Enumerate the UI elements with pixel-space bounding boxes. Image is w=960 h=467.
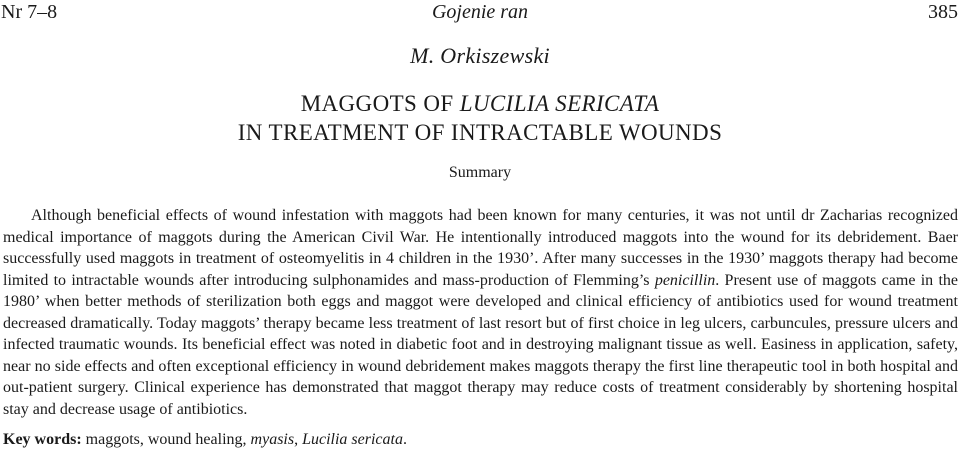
keywords-separator: ,	[294, 431, 303, 448]
keywords-plain: maggots, wound healing,	[81, 431, 251, 448]
summary-heading: Summary	[448, 164, 512, 181]
article-title	[0, 89, 960, 147]
keywords-line	[3, 429, 958, 451]
keyword-myasis: myasis	[250, 431, 295, 448]
keyword-lucilia-sericata: Lucilia sericata	[302, 431, 403, 448]
running-header	[0, 0, 960, 26]
journal-title: Gojenie ran	[431, 1, 529, 23]
keywords-end: .	[402, 431, 407, 448]
title-line-2: IN TREATMENT OF INTRACTABLE WOUNDS	[237, 120, 723, 145]
keywords-label: Key words:	[3, 431, 82, 448]
title-line-1	[0, 89, 960, 118]
abstract-text-2: . Present use of maggots came in the 1980’ when better methods of sterilization both eggs and maggot were developed and clinical efficiency of antibiotics used for wound treatment decreased dramatically. Today maggots’ therapy became less treatment of last resort but of first choice in leg ulcers, carbuncules, pressure ulcers and infected traumatic wounds. Its beneficial effect was noted in diabetic foot and in destroying malignant tissue as well. Easiness in application, safety, near no side effects and often exceptional efficiency in wound debridement makes maggots therapy the first line therapeutic tool in both hospital and out-patient surgery. Clinical experience has demonstrated that maggot therapy may reduce costs of treatment considerably by shortening hospital stay and decrease usage of antibiotics.	[3, 271, 958, 418]
abstract-italic-penicillin: penicillin	[654, 271, 716, 289]
author-name: M. Orkiszewski	[410, 43, 550, 68]
issue-number: Nr 7–8	[1, 1, 58, 23]
abstract-text-1: Although beneficial effects of wound infestation with maggots had been known for many centuries, it was not until dr Zacharias recognized medical importance of maggots during the American Civil War. He intentionally introduced maggots into the wound for its debridement. Baer successfully used maggots in treatment of osteomyelitis in 4 children in the 1930’. After many successes in the 1930’ maggots therapy had become limited to intractable wounds after introducing sulphonamides and mass-production of Flemming’s	[3, 207, 958, 289]
title-line-1-prefix: MAGGOTS OF	[300, 91, 460, 116]
page-number: 385	[928, 1, 958, 23]
title-line-1-species: LUCILIA SERICATA	[459, 91, 660, 116]
abstract-paragraph	[3, 205, 958, 420]
